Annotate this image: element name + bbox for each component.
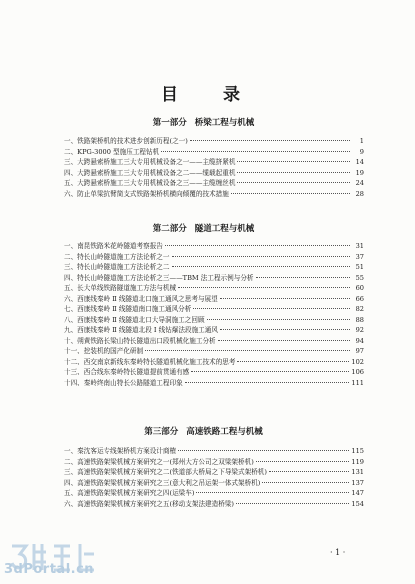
toc-entry[interactable]: 二、高速铁路架梁机械方案研究之一(郑州大方公司之双梁架桥机) 119 bbox=[64, 457, 364, 466]
toc-entry[interactable]: 十二、西交南京新线东秦岭特长隧道机械化施工技术的思考 102 bbox=[64, 357, 364, 366]
toc-entry[interactable]: 四、特长山岭隧道施工方法论析之三——TBM 法工程示例与分析 55 bbox=[64, 273, 364, 282]
toc-entry[interactable]: 六、高速铁路架梁机械方案研究之五(移动支架法建造桥梁) 154 bbox=[64, 499, 364, 508]
page-title: 目 录 bbox=[161, 85, 254, 105]
toc-entry[interactable]: 四、高速铁路架梁机械方案研究之三(意大利之吊运架一体式架桥机) 137 bbox=[64, 478, 364, 487]
part-number: 第二部分 bbox=[152, 224, 187, 234]
toc-entry[interactable]: 五、高速铁路架梁机械方案研究之四(运梁车) 147 bbox=[64, 489, 364, 497]
part-name: 高速铁路工程与机械 bbox=[186, 427, 263, 437]
part-number: 第三部分 bbox=[144, 427, 179, 437]
toc-entry[interactable]: 五、长大单线铁路隧道施工方法与机械 60 bbox=[64, 284, 364, 292]
toc-entry[interactable]: 十三、西合线东秦岭特长隧道提前贯通有感 106 bbox=[64, 368, 364, 376]
toc-entry[interactable]: 一、秦沈客运专线架桥机方案设计商榷 115 bbox=[64, 447, 364, 455]
toc-list-part-2 bbox=[64, 241, 364, 388]
toc-entry[interactable]: 一、铁路架桥机的技术进步创新历程(之一) 1 bbox=[64, 137, 364, 145]
watermark-text: 3dPortal.cn bbox=[4, 562, 95, 577]
part-number: 第一部分 bbox=[152, 118, 187, 128]
page-number: · 1 · bbox=[330, 548, 346, 557]
toc-list-part-1 bbox=[64, 136, 364, 199]
toc-entry[interactable]: 二、特长山岭隧道施工方法论析之一 37 bbox=[64, 252, 364, 261]
toc-entry[interactable]: 一、南昆铁路米花岭隧道考察报告 31 bbox=[64, 242, 364, 250]
toc-entry[interactable]: 九、西康线秦岭 Ⅱ 线隧道北段 Ⅰ 线钻爆法段施工通风 92 bbox=[64, 326, 364, 334]
toc-entry[interactable]: 三、特长山岭隧道施工方法论析之二 51 bbox=[64, 263, 364, 271]
part-heading-2 bbox=[0, 222, 415, 234]
toc-list-part-3 bbox=[64, 446, 364, 509]
toc-entry[interactable]: 三、高速铁路架梁机械方案研究之二(铁道部大桥局之下导梁式架桥机) 131 bbox=[64, 468, 364, 476]
toc-entry[interactable]: 六、防止单梁抗臂简支式铁路架桥机横向倾覆的技术措施 28 bbox=[64, 189, 364, 198]
toc-entry[interactable]: 八、西康线秦岭 Ⅱ 线隧道北口大导洞施工之回顾 88 bbox=[64, 315, 364, 324]
toc-entry[interactable]: 四、大跨悬索桥施工三大专用机械设备之二——缆载起重机 19 bbox=[64, 168, 364, 177]
part-name: 隧道工程与机械 bbox=[194, 224, 255, 234]
toc-entry[interactable]: 十四、秦岭终南山特长公路隧道工程印象 111 bbox=[64, 378, 364, 387]
toc-entry[interactable]: 三、大跨悬索桥施工三大专用机械设备之一——主缆挤紧机 14 bbox=[64, 158, 364, 166]
toc-entry[interactable]: 十一、挖装机的国产化研制 97 bbox=[64, 347, 364, 355]
part-name: 桥梁工程与机械 bbox=[194, 118, 255, 128]
toc-entry[interactable]: 十、朔黄铁路长梁山特长隧道出口段机械化施工分析 94 bbox=[64, 336, 364, 345]
toc-entry[interactable]: 二、KPG-3000 型施压工程钻机 9 bbox=[64, 147, 364, 156]
part-heading-3 bbox=[0, 425, 415, 437]
part-heading-1 bbox=[0, 116, 415, 128]
toc-entry[interactable]: 五、大跨悬索桥施工三大专用机械设备之三——主缆缠丝机 24 bbox=[64, 179, 364, 187]
toc-entry[interactable]: 七、西康线秦岭 Ⅱ 线隧道南口施工通风分析 82 bbox=[64, 305, 364, 313]
toc-entry[interactable]: 六、西康线秦岭 Ⅱ 线隧道北口施工通风之思考与展望 66 bbox=[64, 294, 364, 303]
